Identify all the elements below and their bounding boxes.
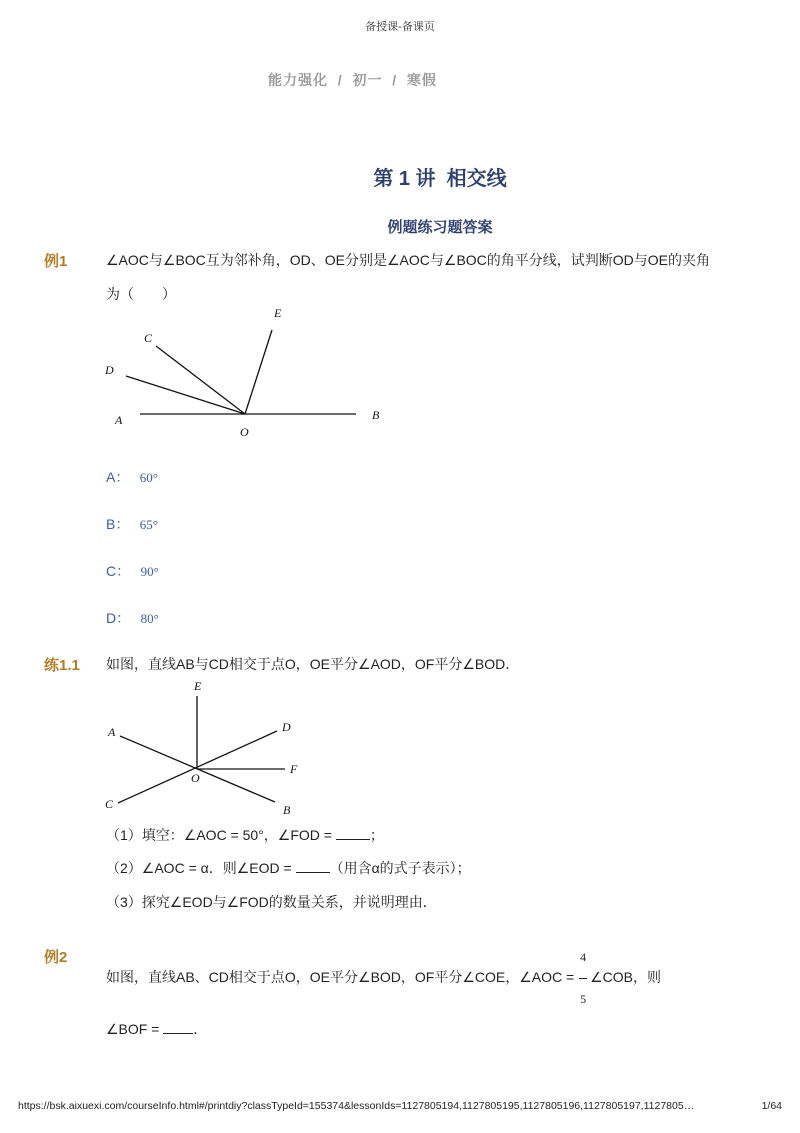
q1-suffix: ； bbox=[369, 827, 384, 843]
fraction-bar bbox=[579, 978, 587, 979]
breadcrumb: 能力强化 / 初一 / 寒假 bbox=[268, 72, 437, 88]
q2-text: （2）∠AOC = α．则∠EOD = bbox=[106, 860, 296, 876]
label-e: E bbox=[194, 679, 202, 693]
option-d-value: 80° bbox=[140, 611, 159, 626]
lecture-title: 第 1 讲 相交线 bbox=[373, 168, 507, 190]
option-a-letter: A： bbox=[106, 469, 130, 485]
ray-oc bbox=[156, 346, 245, 414]
fraction bbox=[578, 950, 590, 1007]
section-title: 例题练习题答案 bbox=[387, 219, 493, 236]
q2-suffix: （用含α的式子表示）； bbox=[329, 860, 471, 876]
option-b[interactable] bbox=[106, 514, 158, 534]
footer-page-number: 1/64 bbox=[761, 1100, 782, 1112]
label-c: C bbox=[105, 797, 114, 811]
option-b-letter: B： bbox=[106, 516, 130, 532]
example-1-text-line1: ∠AOC与∠BOC互为邻补角，OD、OE分别是∠AOC与∠BOC的角平分线，试判断OD与OE的夹角 bbox=[106, 252, 711, 268]
label-d: D bbox=[282, 720, 291, 734]
example-1-text-line2: 为（ ） bbox=[106, 286, 176, 302]
label-e: E bbox=[274, 306, 282, 320]
example-2-line2-suffix: ． bbox=[193, 1021, 208, 1037]
option-c-letter: C： bbox=[106, 563, 131, 579]
example-1-label: 例1 bbox=[44, 253, 68, 270]
practice-1-1-figure bbox=[100, 676, 320, 821]
option-d-letter: D： bbox=[106, 610, 131, 626]
q1-blank[interactable] bbox=[336, 825, 370, 840]
header-top-text: 备授课-备课页 bbox=[365, 21, 435, 33]
label-b: B bbox=[372, 408, 380, 422]
label-o: O bbox=[240, 425, 249, 439]
label-c: C bbox=[144, 331, 153, 345]
ray-od bbox=[126, 376, 245, 414]
practice-1-1-q3: （3）探究∠EOD与∠FOD的数量关系，并说明理由． bbox=[106, 894, 437, 910]
label-b: B bbox=[283, 803, 291, 817]
option-d[interactable] bbox=[106, 608, 159, 628]
practice-1-1-q2 bbox=[106, 858, 471, 878]
example-2-line1-text: 如图，直线AB、CD相交于点O，OE平分∠BOD，OF平分∠COE，∠AOC = bbox=[106, 969, 579, 985]
practice-1-1-label: 练1.1 bbox=[44, 657, 80, 674]
fraction-numerator: 4 bbox=[580, 950, 587, 965]
example-2-line2 bbox=[106, 1019, 207, 1039]
option-a-value: 60° bbox=[139, 470, 158, 485]
example-2-blank[interactable] bbox=[163, 1019, 193, 1034]
option-b-value: 65° bbox=[139, 517, 158, 532]
label-a: A bbox=[108, 725, 116, 739]
option-a[interactable] bbox=[106, 467, 158, 487]
ray-oe bbox=[245, 330, 272, 414]
footer-url[interactable]: https://bsk.aixuexi.com/courseInfo.html#/printdiy?classTypeId=155374&lessonIds=1127805194,1127805195,1127805196,1127805197,1127805… bbox=[18, 1100, 695, 1112]
example-2-line1 bbox=[106, 950, 661, 1007]
example-2-label: 例2 bbox=[44, 949, 68, 966]
practice-1-1-text: 如图，直线AB与CD相交于点O，OE平分∠AOD，OF平分∠BOD． bbox=[106, 656, 520, 672]
practice-1-1-q1 bbox=[106, 825, 384, 845]
label-a: A bbox=[115, 413, 123, 427]
option-c[interactable] bbox=[106, 561, 159, 581]
q2-blank[interactable] bbox=[296, 858, 330, 873]
label-f: F bbox=[290, 762, 298, 776]
label-o: O bbox=[191, 771, 200, 785]
label-d: D bbox=[105, 363, 114, 377]
fraction-denominator: 5 bbox=[580, 992, 587, 1007]
option-c-value: 90° bbox=[140, 564, 159, 579]
example-1-figure bbox=[100, 300, 400, 450]
example-2-line2-text: ∠BOF = bbox=[106, 1021, 164, 1037]
q1-text: （1）填空：∠AOC = 50°，∠FOD = bbox=[106, 827, 336, 843]
example-2-line1-suffix: ∠COB，则 bbox=[590, 969, 661, 985]
